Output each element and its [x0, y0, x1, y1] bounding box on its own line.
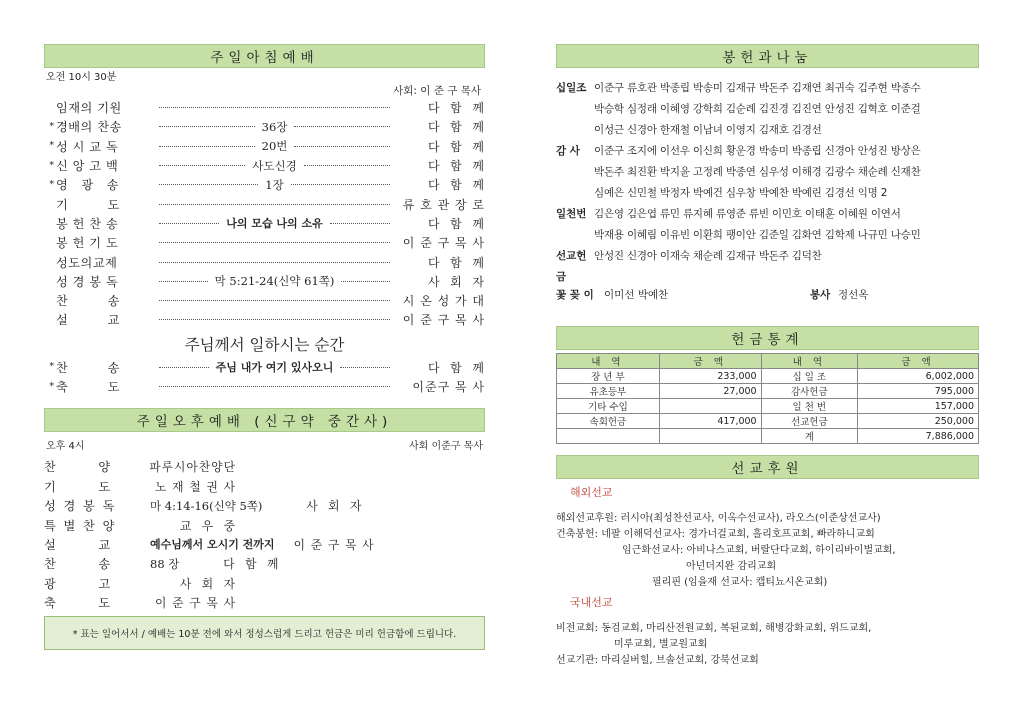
table-cell: 157,000 [858, 399, 979, 414]
order-item-middle [156, 386, 393, 387]
order-item-leader: 이 준 구 목 사 [402, 236, 485, 251]
order-item [44, 515, 485, 534]
table-cell: 795,000 [858, 384, 979, 399]
mission-line: 미루교회, 별교원교회 [614, 639, 708, 650]
order-item-name: 축 도 [44, 596, 111, 611]
order-item-leader: 노 재 철 권 사 [155, 479, 236, 494]
flower-label: 꽃 꽂 이 [556, 289, 594, 301]
offering-category: 선교헌금 [556, 250, 587, 283]
order-item-middle [156, 359, 393, 375]
table-cell: 유초등부 [557, 384, 660, 399]
order-item-leader: 다 함 께 [427, 178, 485, 193]
order-item-detail: 주님 내가 여기 있사오니 [215, 361, 334, 375]
table-row [557, 429, 979, 444]
standing-mark: * [49, 141, 54, 152]
order-item-leader: 교 우 중 [179, 518, 236, 533]
order-item-leader: 이준구 목 사 [412, 380, 485, 394]
order-item [44, 156, 485, 175]
offering-line [556, 183, 979, 204]
col-header: 내 역 [557, 354, 660, 369]
order-item-middle [156, 204, 393, 205]
order-item-name: 찬 송 [56, 360, 120, 375]
order-item-middle [156, 177, 393, 193]
offering-names: 이성근 신경아 한재철 이남녀 이영지 김재호 김경선 [594, 124, 822, 136]
offering-stats-header: 헌금통계 [556, 326, 979, 350]
table-cell: 250,000 [858, 414, 979, 429]
offering-category [556, 99, 594, 120]
table-cell: 27,000 [659, 384, 761, 399]
mission-line: 해외선교후원: 러시아(최성찬선교사, 이옥수선교사), 라오스(이준상선교사) [556, 513, 881, 524]
order-item-name: 임재의 기원 [56, 101, 122, 116]
order-item-leader: 다 함 께 [427, 139, 485, 154]
order-item-name: 기 도 [44, 479, 111, 494]
order-item-name: 기 도 [56, 197, 120, 212]
order-item-name: 설 교 [44, 537, 111, 552]
order-item-detail: 막 5:21-24(신약 61쪽) [214, 274, 335, 289]
morning-order-list [44, 98, 485, 330]
order-item [44, 214, 485, 233]
order-item-detail: 1장 [265, 177, 284, 192]
table-cell: 감사헌금 [761, 384, 857, 399]
offering-line [556, 204, 979, 225]
afternoon-service-header: 주일오후예배 (신구약 중간사) [44, 408, 485, 432]
order-item [44, 310, 485, 329]
mission-header: 선교후원 [556, 455, 979, 479]
order-item-leader: 류 호 관 장 로 [402, 197, 485, 212]
afternoon-presider: 사회 이준구 목사 [409, 441, 483, 453]
order-item-leader: 파루시아찬양단 [149, 460, 236, 475]
table-cell [557, 429, 660, 444]
offering-list [556, 78, 979, 283]
left-column [44, 44, 485, 650]
order-item [44, 496, 485, 515]
order-item-leader: 이 준 구 목 사 [293, 537, 375, 552]
order-item-detail: 88 장 [150, 556, 180, 571]
order-item-middle [156, 273, 393, 289]
order-item-name: 찬 송 [56, 294, 120, 309]
order-item [44, 175, 485, 194]
order-item-middle [156, 119, 393, 135]
order-item-leader: 사 회 자 [306, 499, 363, 514]
offering-names: 이준구 조지에 이선우 이신희 황운경 박송미 박종립 신경아 안성진 방상은 [594, 145, 921, 157]
order-item [44, 233, 485, 252]
offering-category: 십일조 [556, 82, 587, 94]
afternoon-order-list [44, 457, 485, 612]
table-cell: 일 천 번 [761, 399, 857, 414]
order-item-middle [156, 107, 393, 108]
order-item-leader: 이 준 구 목 사 [155, 596, 236, 611]
offering-category: 일천번 [556, 208, 587, 220]
offering-category: 감 사 [556, 145, 580, 157]
right-column [556, 44, 979, 669]
table-row [557, 369, 979, 384]
order-item-name: 신 앙 고 백 [56, 159, 119, 174]
offering-line [556, 120, 979, 141]
offering-names: 이준구 류호관 박종립 박송미 김재규 박돈주 김재연 최귀숙 김주현 박종수 [594, 82, 921, 94]
order-item-leader: 이 준 구 목 사 [402, 313, 485, 328]
order-item-middle [140, 536, 285, 552]
order-item-name: 광 고 [44, 576, 111, 591]
order-item [44, 358, 485, 377]
order-item [44, 554, 485, 573]
standing-mark: * [49, 362, 54, 373]
order-item-leader: 다 함 께 [223, 557, 280, 572]
order-item-name: 성 경 봉 독 [56, 274, 119, 289]
standing-mark: * [49, 179, 54, 190]
morning-closing-list [44, 358, 485, 397]
offering-line [556, 78, 979, 99]
morning-presider: 사회: 이 준 구 목사 [393, 85, 481, 97]
order-item [44, 291, 485, 310]
domestic-mission-list [556, 621, 979, 669]
order-item [44, 574, 485, 593]
order-item-middle [140, 556, 189, 572]
col-header: 금 액 [858, 354, 979, 369]
order-item-middle [156, 319, 393, 320]
order-item-leader: 다 함 께 [427, 255, 485, 270]
service-name: 정선옥 [838, 289, 869, 301]
order-item-middle [140, 498, 272, 514]
mission-line: 선교기관: 마리실버힐, 브솔선교회, 강북선교회 [556, 655, 759, 666]
order-item-leader: 시 온 성 가 대 [402, 294, 485, 309]
order-item-middle [156, 138, 393, 154]
standing-mark: * [49, 381, 54, 392]
order-item-name: 경배의 찬송 [56, 120, 122, 135]
order-item-name: 성 시 교 독 [56, 139, 119, 154]
morning-service-header: 주일아침예배 [44, 44, 485, 68]
table-row [557, 399, 979, 414]
morning-time: 오전 10시 30분 [46, 72, 117, 83]
table-cell: 속회헌금 [557, 414, 660, 429]
table-cell: 기타 수입 [557, 399, 660, 414]
afternoon-meta [44, 437, 485, 457]
order-item-leader: 다 함 께 [427, 159, 485, 174]
table-header-row [557, 354, 979, 369]
order-item-middle [156, 300, 393, 301]
table-cell: 6,002,000 [858, 369, 979, 384]
order-item [44, 477, 485, 496]
table-cell: 선교헌금 [761, 414, 857, 429]
table-cell: 장 년 부 [557, 369, 660, 384]
order-item-leader: 다 함 께 [427, 216, 485, 231]
order-item-leader: 다 함 께 [427, 120, 485, 135]
order-item-middle [156, 262, 393, 263]
order-item-leader: 다 함 께 [427, 101, 485, 116]
table-cell [659, 399, 761, 414]
offering-names: 박재용 이혜림 이유빈 이환희 팽이안 김준일 김화연 김학제 나규민 나승민 [594, 229, 921, 241]
order-item [44, 272, 485, 291]
offering-names: 박돈주 최진환 박지윤 고정례 박종연 심우성 이해경 김광수 채순례 신재찬 [594, 166, 921, 178]
order-item-leader: 사 회 자 [179, 576, 236, 591]
table-row [557, 384, 979, 399]
order-item-detail: 36장 [261, 119, 288, 134]
offering-category [556, 225, 594, 246]
offering-line [556, 162, 979, 183]
afternoon-time: 오후 4시 [46, 441, 85, 453]
order-item-detail: 20번 [261, 139, 288, 154]
domestic-mission-label: 국내선교 [570, 596, 613, 609]
offering-category [556, 183, 594, 204]
order-item [44, 593, 485, 612]
order-item [44, 98, 485, 117]
mission-line: 아넌더지완 감리교회 [686, 561, 777, 572]
offering-names: 심예은 신민철 박정자 박예건 심우창 박예찬 박예린 김경선 익명 2 [594, 187, 888, 199]
order-item-name: 설 교 [56, 313, 120, 328]
order-item-middle [156, 215, 393, 231]
offering-names: 김은영 김은엽 류민 류지혜 류영준 류빈 이민호 이태훈 이혜원 이연서 [594, 208, 901, 220]
order-item-name: 성도의교제 [56, 255, 118, 270]
offering-names: 안성진 신경아 이재숙 채순례 김재규 박돈주 김덕찬 [594, 250, 822, 262]
offering-line [556, 99, 979, 120]
order-item-name: 봉 헌 찬 송 [56, 216, 119, 231]
table-row [557, 414, 979, 429]
flower-names: 이미선 박예찬 [604, 289, 669, 301]
service-label: 봉사 [810, 289, 831, 301]
table-cell: 417,000 [659, 414, 761, 429]
order-item-name: 특 별 찬 양 [44, 518, 115, 533]
morning-time-row [44, 71, 485, 84]
overseas-mission-list [556, 511, 979, 591]
order-item-detail: 예수님께서 오시기 전까지 [150, 538, 275, 552]
order-item [44, 457, 485, 476]
table-cell: 계 [761, 429, 857, 444]
table-cell: 7,886,000 [858, 429, 979, 444]
order-item-leader: 사 회 자 [427, 274, 485, 289]
order-item-leader: 다 함 께 [427, 360, 485, 375]
offering-line [556, 225, 979, 246]
order-item-detail: 마 4:14-16(신약 5쪽) [150, 498, 263, 513]
order-item-name: 봉 헌 기 도 [56, 236, 119, 251]
order-item [44, 252, 485, 271]
col-header: 금 액 [659, 354, 761, 369]
offering-line [556, 141, 979, 162]
flower-service-row [556, 285, 979, 305]
table-cell [659, 429, 761, 444]
table-cell: 십 일 조 [761, 369, 857, 384]
table-cell: 233,000 [659, 369, 761, 384]
order-item-middle [156, 242, 393, 243]
offering-stats-table [556, 353, 979, 444]
mission-line: 비전교회: 동검교회, 마리산전원교회, 복된교회, 해병강화교회, 위드교회, [556, 623, 872, 634]
offering-category [556, 120, 594, 141]
order-item-middle [156, 158, 393, 174]
order-item-name: 찬 송 [44, 557, 111, 572]
mission-section [556, 483, 979, 669]
standing-mark: * [49, 121, 54, 132]
offering-header: 봉헌과나눔 [556, 44, 979, 68]
order-item [44, 535, 485, 554]
order-item-name: 영 광 송 [56, 178, 120, 193]
order-item [44, 137, 485, 156]
offering-names: 박승학 심정래 이혜영 강학희 김순례 김진경 김진연 안성진 김혁호 이준걸 [594, 103, 921, 115]
order-item [44, 117, 485, 136]
mission-line: 필리핀 (임을재 선교사: 캡티뇨시온교회) [652, 577, 828, 588]
order-item-name: 축 도 [56, 380, 120, 394]
order-item-name: 찬 양 [44, 460, 111, 475]
worship-note: * 표는 일어서서 / 예배는 10분 전에 와서 정성스럽게 드리고 헌금은 미리 헌금함에 드립니다. [44, 616, 485, 650]
mission-line: 임근화선교사: 아비나스교회, 버랄단다교회, 하이리바이벌교회, [622, 545, 896, 556]
offering-line [556, 246, 979, 283]
standing-mark: * [49, 160, 54, 171]
order-item [44, 377, 485, 396]
overseas-mission-label: 해외선교 [570, 486, 613, 499]
order-item-detail: 나의 모습 나의 소유 [226, 217, 323, 231]
col-header: 내 역 [761, 354, 857, 369]
order-item [44, 194, 485, 213]
offering-category [556, 162, 594, 183]
order-item-detail: 사도신경 [252, 158, 297, 173]
mission-line: 건축봉헌: 네팔 이해덕선교사: 경가너걸교회, 흘리호프교회, 빠라하니교회 [556, 529, 875, 540]
order-item-name: 성 경 봉 독 [44, 499, 115, 514]
sermon-title: 주님께서 일하시는 순간 [184, 335, 345, 354]
